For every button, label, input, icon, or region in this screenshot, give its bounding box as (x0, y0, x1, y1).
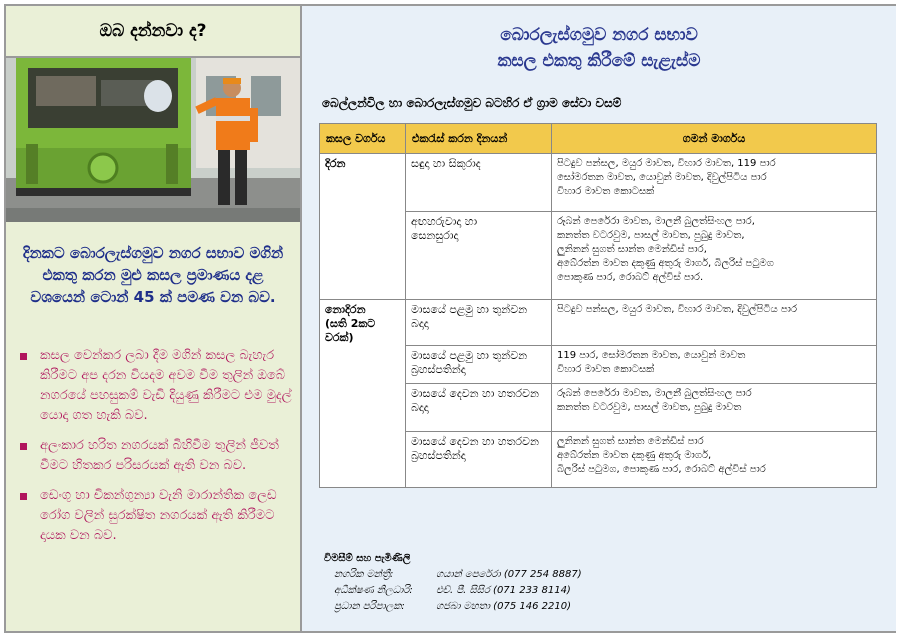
benefit-item (18, 486, 293, 546)
route-cell: රූබන් පෙරේරා මාවත, මාලනී බුලත්සිංහල පාර කනත්ත වටරවුම, පාසල් මාවත, පුබුදු මාවත (552, 384, 877, 432)
header-route: ගමන් මාර්ගය (552, 124, 877, 154)
header-collection-days: එකරැස් කරන දිනයන් (406, 124, 552, 154)
contact-name: එච්. පී. සිසිර (071 233 8114) (436, 585, 571, 596)
route-cell: රූබන් පෙරේරා මාවත, මාලනී බුලත්සිංහල පාර, කනත්ත වටරවුම, පාසල් මාවත, පුබුදු මාවත, ලුනිනන් සුගත් සාන්ත මෙන්ඩිස් පාර, අබේරත්න මාවත දකුණු අතුරු මාර්ග, බිලරිස් පටුමග පොකුණ පාර, රොබට් අල්විස් පාර. (552, 212, 877, 300)
contact-row (324, 567, 582, 583)
benefits-list (18, 346, 293, 556)
area-subtitle: බෙල්ලන්විල හා බොරලැස්ගමුව බටහිර ඒ ග්‍රාම සේවා වසම් (322, 96, 622, 110)
contact-heading: විමසීම් සහ පැමිණිලි (324, 553, 411, 564)
table-row (320, 154, 877, 212)
collection-day: අඟහරුවාදා හා සෙනසුරාදා (406, 212, 552, 300)
contact-row (324, 599, 582, 615)
collection-day: මාසයේ පළමු හා තුන්වන බදාදා (406, 300, 552, 346)
contact-role: අධීක්ෂණ නිලධාරි: (334, 585, 413, 596)
bullet-square-icon (20, 493, 27, 500)
bullet-square-icon (20, 353, 27, 360)
collection-day: මාසයේ දෙවන හා හතරවන බදාදා (406, 384, 552, 432)
benefit-item (18, 436, 293, 476)
contact-name: ගයාන් පෙරේරා (077 254 8887) (436, 569, 582, 580)
collection-day: මාසයේ පළමු හා තුන්වන බ්‍රහස්පතින්දා (406, 346, 552, 384)
collection-day: සඳුදා හා සිකුරාද (406, 154, 552, 212)
waste-type-nondegradable: නොදිරන (සති 2කට වරක්) (320, 300, 406, 488)
contact-block (324, 551, 582, 615)
benefit-text: කසල වෙන්කර ලබා දීම මගින් කසල බැහැර කිරීමට අප දරන වියදම අවම වීම තුලින් ඔබේ නගරයේ පහසුකම් වැඩි දියුණු කිරීමට එම මුදල් යොදා ගත හැකි බව. (40, 348, 292, 423)
header-waste-type: කසල වර්ගය (320, 124, 406, 154)
table-row (320, 300, 877, 346)
collection-day: මාසයේ දෙවන හා හතරවන බ්‍රහස්පතින්දා (406, 432, 552, 488)
contact-name: ගජබා මහතා (075 146 2210) (436, 601, 571, 612)
benefit-text: අලංකාර හරිත නගරයක් බිහිවීම තුලින් ජීවත් වීමට හිතකර පරිසරයක් ඇති වන බව. (40, 438, 279, 473)
contact-role: ප්‍රධාන පරිපාලක: (334, 601, 405, 612)
route-cell: 119 පාර, සෝමරතන මාවත, යොවුන් මාවත විහාර මාවත කොටසක් (552, 346, 877, 384)
page-title (302, 22, 896, 74)
garbage-truck-photo (6, 58, 300, 222)
left-panel (6, 6, 302, 631)
title-line-council: බොරලැස්ගමුව නගර සභාව (500, 25, 698, 45)
did-you-know-heading: ඔබ දන්නවා ද? (6, 6, 300, 58)
collection-schedule-table (319, 123, 877, 488)
benefit-item (18, 346, 293, 426)
benefit-text: ඩෙංගු හා චිකන්ගුන්‍යා වැනි මාරාන්තික ලෙඩ රෝග වලින් සුරක්ෂිත නගරයක් ඇති කිරීමට දායක වන බව. (40, 488, 277, 543)
right-panel (302, 6, 896, 631)
table-header-row (320, 124, 877, 154)
waste-type-degradable: දිරන (320, 154, 406, 300)
route-cell: ලුනිනන් සුගත් සාන්ත මෙන්ඩිස් පාර අබේරත්න මාවත දකුණු අතුරු මාර්ග, බිලරිස් පටුමග, පොකුණ පාර, රොබට් අල්විස් පාර (552, 432, 877, 488)
route-cell: පිටදුව පන්සල, මයුර මාවත, විහාර මාවත, 119 පාර සෝමරතන මාවත, යොවුන් මාවත, දිවුල්පිටිය පාර විහාර මාවත කොටසක් (552, 154, 877, 212)
contact-row (324, 583, 582, 599)
title-line-plan: කසල එකතු කිරීමේ සැළැස්ම (497, 51, 701, 71)
contact-role: නගරික මන්ත්‍රී: (334, 569, 394, 580)
waste-fact: දිනකට බොරලැස්ගමුව නගර සභාව මගින් එකතු කරන මුළු කසල ප්‍රමාණය දළ වශයෙන් ටොන් 45 ක් පමණ වන බව. (22, 244, 284, 306)
flyer (4, 4, 896, 633)
bullet-square-icon (20, 443, 27, 450)
route-cell: පිටදුව පන්සල, මයුර මාවත, විහාර මාවත, දිවුල්පිටිය පාර (552, 300, 877, 346)
